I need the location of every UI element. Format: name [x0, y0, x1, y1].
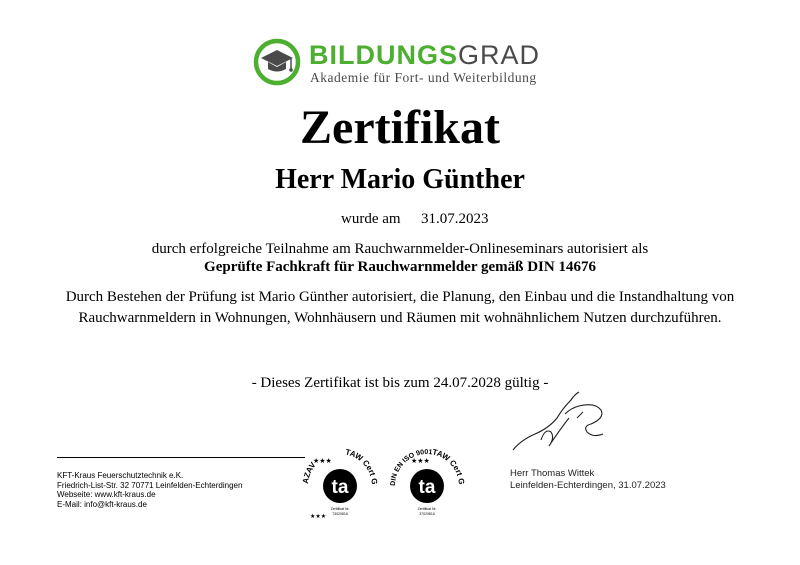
seal-cert-number: 37020816: [419, 512, 435, 516]
brand-name-light: GRAD: [458, 40, 541, 70]
signer-name: Herr Thomas Wittek: [510, 468, 595, 479]
seal-cert-number: 73020816: [332, 512, 348, 516]
brand-name: [309, 40, 540, 71]
footer-divider: [57, 457, 305, 458]
azav-seal: [300, 446, 379, 520]
brand-name-bold: BILDUNGS: [309, 40, 458, 70]
svg-text:★★★: ★★★: [310, 514, 327, 520]
signer-block: [510, 468, 666, 492]
brand-tagline: Akademie für Fort- und Weiterbildung: [310, 70, 537, 85]
paragraph-line: Rauchwarnmeldern in Wohnungen, Wohnhäusern und Räumen mit wohnähnlichem Nutzen durchzuführen.: [78, 310, 722, 326]
certificate-title: Zertifikat: [300, 101, 500, 154]
qualification-title: Geprüfte Fachkraft für Rauchwarnmelder gemäß DIN 14676: [204, 259, 596, 275]
date-label: wurde am: [341, 211, 401, 227]
recipient-name: Herr Mario Günther: [275, 164, 525, 195]
handwritten-signature: [505, 388, 615, 460]
svg-text:★★★: ★★★: [313, 457, 332, 465]
paragraph-line: Durch Bestehen der Prüfung ist Mario Günther autorisiert, die Planung, den Einbau und die Instandhaltung von: [65, 289, 735, 305]
issuer-company: KFT-Kraus Feuerschutztechnik e.K.: [57, 471, 184, 480]
seal-ring-text: TAW Cert G: [344, 447, 380, 486]
seal-cert-label: Zertifikat Nr.: [330, 507, 350, 511]
authorization-paragraph: [0, 287, 800, 329]
signer-place-date: Leinfelden-Echterdingen, 31.07.2023: [510, 480, 666, 491]
issue-date: 31.07.2023: [421, 211, 489, 227]
issuer-email: E-Mail: info@kft-kraus.de: [57, 499, 147, 509]
issuer-address-block: [57, 471, 242, 509]
seal-top-text: DIN EN ISO 9001: [389, 448, 433, 487]
issuer-website: Webseite: www.kft-kraus.de: [57, 490, 156, 499]
certification-seals: [300, 446, 470, 524]
seal-ring-text: TAW Cert G: [431, 447, 467, 486]
svg-text:ta: ta: [331, 477, 349, 498]
seal-top-text: AZAV: [301, 460, 318, 485]
validity-note: - Dieses Zertifikat ist bis zum 24.07.2028 gültig -: [251, 375, 549, 391]
graduation-cap-icon: [253, 38, 301, 86]
participation-text: durch erfolgreiche Teilnahme am Rauchwarnmelder-Onlineseminars autorisiert als: [151, 241, 649, 257]
issuer-address: Friedrich-List-Str. 32 70771 Leinfelden-Echterdingen: [57, 480, 243, 490]
svg-text:ta: ta: [418, 477, 436, 498]
bildungsgrad-logo: [253, 38, 543, 88]
svg-text:★★★: ★★★: [411, 457, 430, 465]
seal-cert-label: Zertifikat Nr.: [417, 507, 437, 511]
